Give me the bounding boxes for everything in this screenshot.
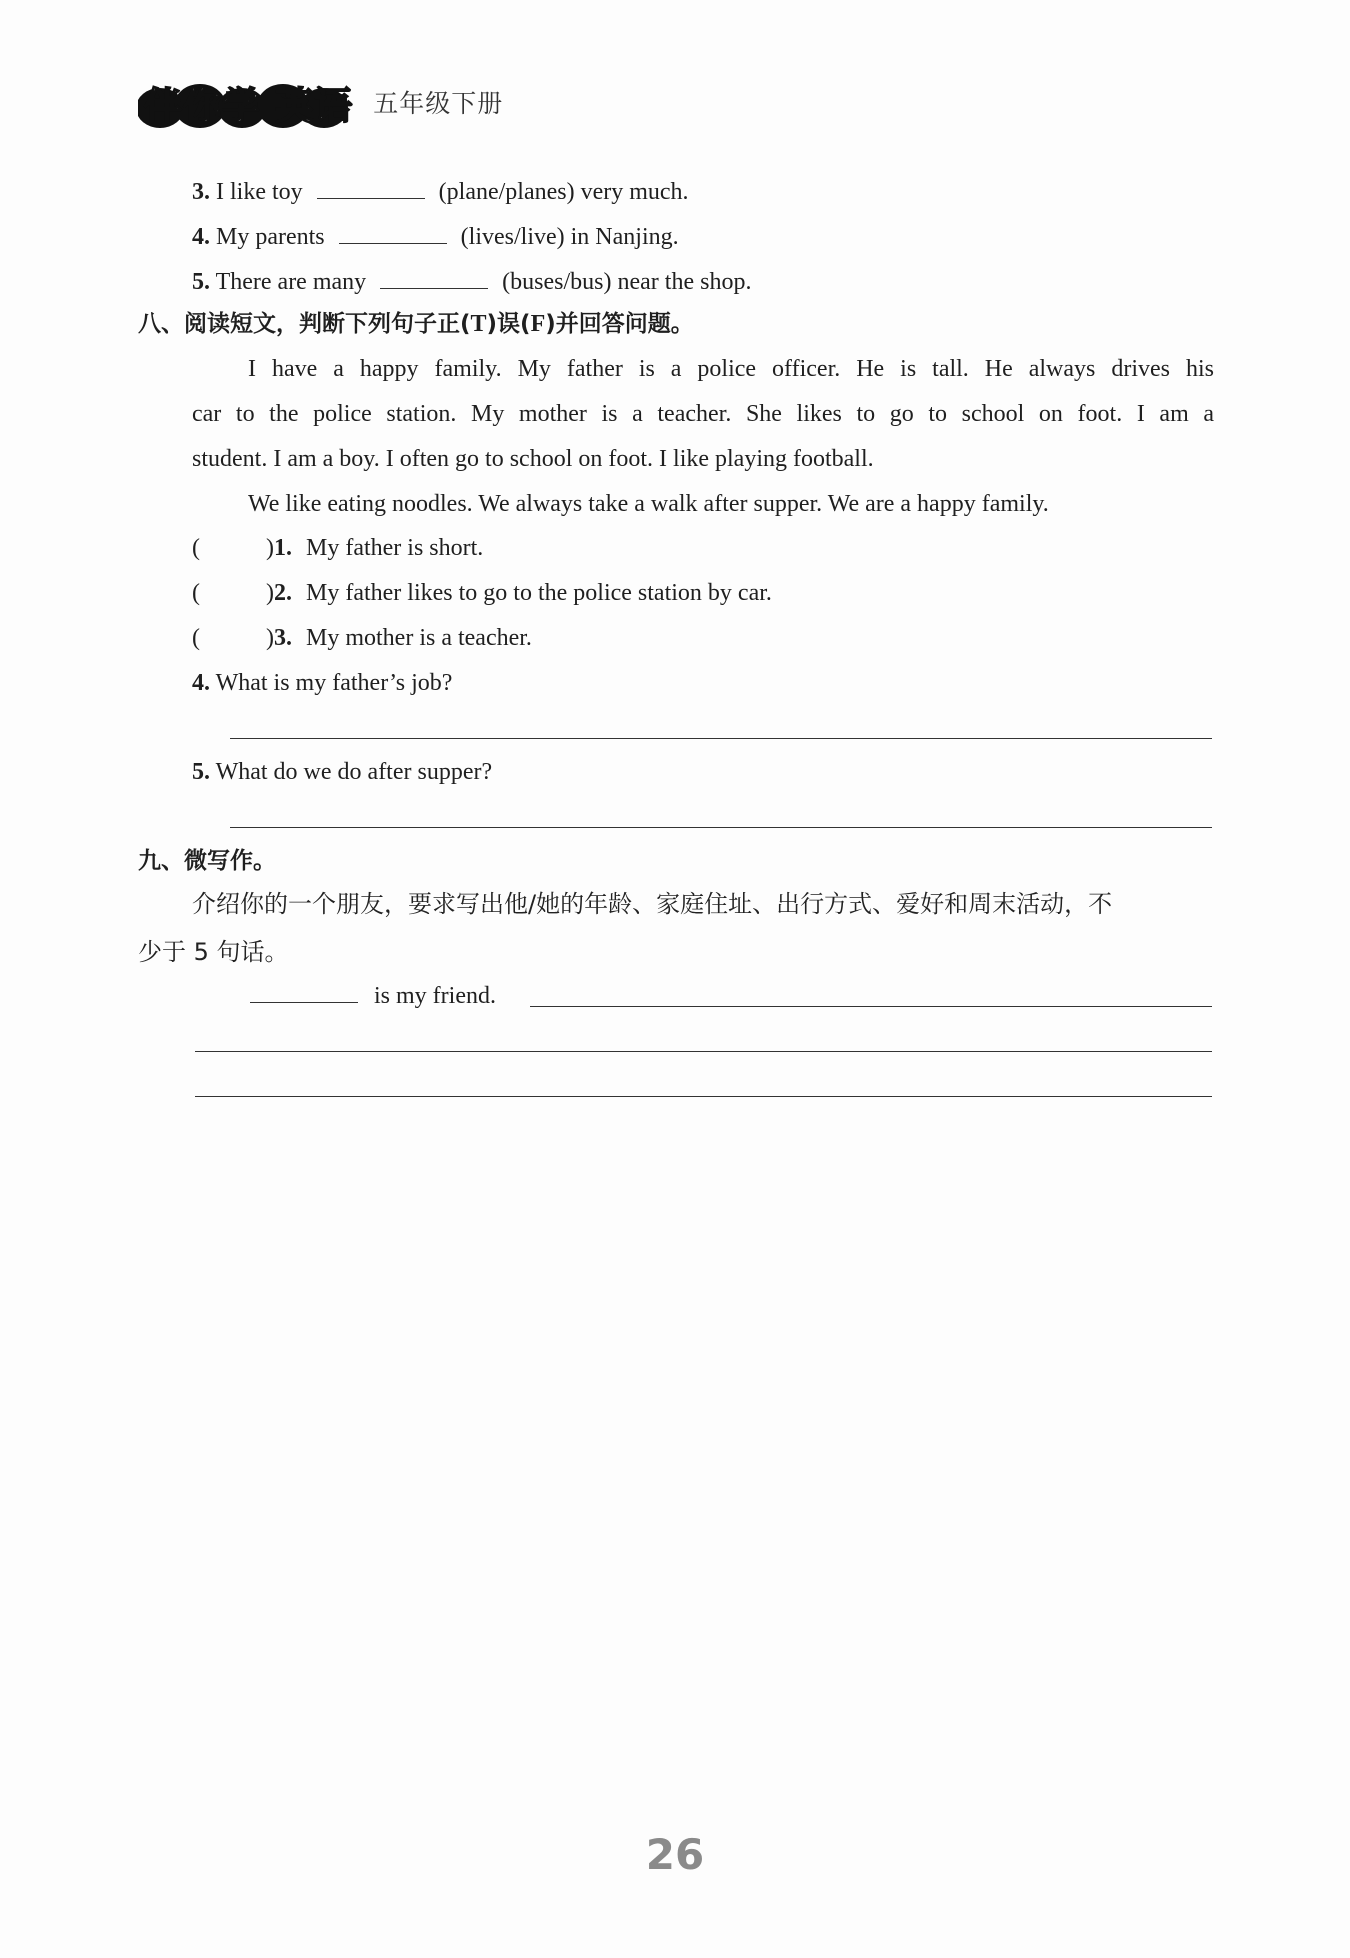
page-header (138, 72, 503, 132)
writing-line-3[interactable] (195, 1096, 1212, 1097)
writing-instruction-line-1: 介绍你的一个朋友，要求写出他/她的年龄、家庭住址、出行方式、爱好和周末活动，不 (192, 890, 1113, 918)
answer-blank[interactable] (339, 223, 447, 244)
friend-name-blank[interactable] (250, 982, 358, 1003)
passage-line: I have a happy family. My father is a police officer. He is tall. He always drives his (248, 356, 1214, 382)
tf-item-1 (192, 536, 483, 560)
title-true-letter: T (470, 311, 487, 337)
item-number: 1. (274, 535, 292, 561)
starter-text: is my friend. (374, 983, 496, 1009)
title-part: 八、阅读短文，判断下列句子正( (138, 311, 471, 337)
tf-statement: My father is short. (306, 535, 484, 561)
question-5 (192, 760, 492, 784)
item-text-after: (plane/planes) very much. (438, 179, 689, 205)
writing-line-2[interactable] (195, 1051, 1212, 1052)
fill-item-5 (192, 268, 751, 294)
item-text-before: I like toy (216, 179, 303, 205)
paren-close: ) (266, 535, 274, 561)
reading-passage (192, 347, 1214, 527)
item-number: 2. (274, 580, 292, 606)
fill-item-3 (192, 178, 689, 204)
tf-statement: My father likes to go to the police station by car. (306, 580, 772, 606)
section-9-title: 九、微写作。 (138, 848, 276, 874)
passage-line: We like eating noodles. We always take a walk after supper. We are a happy family. (248, 491, 1049, 517)
tf-item-2 (192, 581, 772, 605)
question-text: What is my father’s job? (215, 670, 453, 696)
brand-title: 伴你学 英语 (144, 83, 354, 128)
question-text: What do we do after supper? (215, 759, 493, 785)
item-number: 4. (192, 670, 210, 696)
passage-line: car to the police station. My mother is a teacher. She likes to go to school on foot. I am a (192, 401, 1214, 427)
item-number: 5. (192, 759, 210, 785)
paren-open: ( (192, 535, 200, 561)
paren-close: ) (266, 625, 274, 651)
tf-item-3 (192, 626, 532, 650)
writing-line-1[interactable] (530, 1006, 1212, 1007)
section-8-title (138, 312, 694, 336)
item-number: 4. (192, 224, 210, 250)
writing-instruction-line-2: 少于 5 句话。 (138, 938, 289, 966)
title-part: )并回答问题。 (545, 311, 694, 337)
grade-label: 五年级下册 (373, 89, 504, 118)
title-part: )误( (486, 311, 531, 337)
paren-close: ) (266, 580, 274, 606)
page-number: 26 (645, 1830, 705, 1879)
tf-statement: My mother is a teacher. (306, 625, 532, 651)
passage-line: student. I am a boy. I often go to school on foot. I like playing football. (192, 446, 874, 472)
writing-starter (250, 982, 496, 1008)
fill-item-4 (192, 223, 679, 249)
item-number: 3. (274, 625, 292, 651)
paren-open: ( (192, 625, 200, 651)
answer-line-q5[interactable] (230, 827, 1212, 828)
item-text-before: My parents (216, 224, 325, 250)
paren-open: ( (192, 580, 200, 606)
title-false-letter: F (530, 311, 546, 337)
answer-line-q4[interactable] (230, 738, 1212, 739)
item-number: 5. (192, 269, 210, 295)
question-4 (192, 671, 452, 695)
item-text-after: (buses/bus) near the shop. (502, 269, 752, 295)
item-text-before: There are many (215, 269, 367, 295)
item-number: 3. (192, 179, 210, 205)
answer-blank[interactable] (317, 178, 425, 199)
answer-blank[interactable] (380, 268, 488, 289)
brand-logo (138, 74, 353, 130)
item-text-after: (lives/live) in Nanjing. (460, 224, 679, 250)
